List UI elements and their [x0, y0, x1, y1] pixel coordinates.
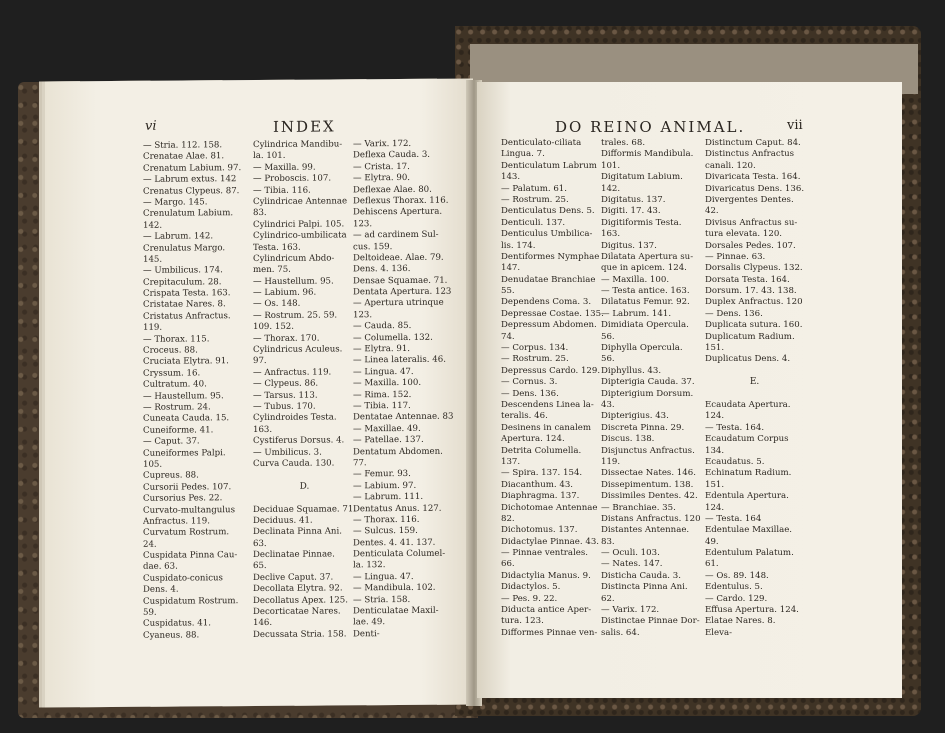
index-entry: — Maxilla. 100.	[601, 274, 670, 285]
index-entry: Dentatae Antennae. 83	[353, 412, 454, 423]
index-entry: Diphyllus. 43.	[601, 365, 662, 376]
index-entry: Dipterigium Dorsum.	[601, 388, 694, 399]
index-entry: Denticulatus Dens. 5.	[501, 206, 595, 217]
index-entry: — Tarsus. 113.	[253, 390, 318, 401]
index-entry: — Haustellum. 95.	[143, 390, 224, 402]
index-entry: — Testa. 164	[705, 513, 762, 524]
index-entry: — Rostrum. 25. 59.	[253, 310, 338, 321]
index-entry: cus. 159.	[353, 241, 393, 252]
index-entry: Dorsum. 17. 43. 138.	[705, 286, 797, 297]
index-entry: Cuneiformes Palpi.	[143, 447, 226, 459]
index-entry: 151.	[705, 479, 725, 490]
index-entry: 65.	[253, 561, 267, 572]
index-entry: Dilatatus Femur. 92.	[601, 297, 690, 308]
index-entry: Echinatum Radium.	[705, 468, 792, 479]
index-entry: Dentes. 4. 41. 137.	[353, 537, 436, 549]
index-entry: Elatae Nares. 8.	[705, 616, 776, 627]
index-entry: — Crista. 17.	[353, 161, 410, 173]
index-entry: Decussata Stria. 158.	[253, 629, 347, 640]
index-entry: Depressum Abdomen.	[501, 320, 597, 331]
index-entry: Duplex Anfractus. 120	[705, 297, 803, 308]
index-entry: Cuneata Cauda. 15.	[143, 413, 230, 425]
index-entry: — Maxilla. 99.	[253, 162, 316, 173]
index-entry	[705, 366, 804, 377]
index-entry: — Elytra. 91.	[353, 343, 411, 355]
index-entry: 109. 152.	[253, 322, 295, 333]
index-entry: — Umbilicus. 3.	[253, 447, 322, 458]
index-entry: teralis. 46.	[501, 411, 548, 422]
index-entry: — Testa. 164.	[705, 422, 765, 433]
index-entry: 137.	[501, 456, 521, 467]
index-entry: Detrita Columella.	[501, 445, 582, 456]
index-entry: Distantes Antennae.	[601, 525, 690, 536]
index-entry: — Pes. 9. 22.	[501, 593, 558, 604]
index-entry: Dependens Coma. 3.	[501, 297, 592, 308]
index-entry: Edentula Apertura.	[705, 491, 789, 502]
index-entry: — Lingua. 47.	[353, 571, 414, 583]
index-entry: Dentatum Abdomen.	[353, 446, 443, 457]
index-entry: Testa. 163.	[253, 242, 301, 253]
index-entry: Cruciata Elytra. 91.	[143, 356, 229, 368]
index-entry: Deciduae Squamae. 71.	[253, 503, 357, 515]
index-entry: 42.	[705, 206, 719, 217]
index-entry: — Dens. 136.	[501, 388, 559, 399]
index-entry: canali. 120.	[705, 160, 756, 171]
index-entry: Densae Squamae. 71.	[353, 275, 448, 287]
index-entry: Denudatae Branchiae	[501, 274, 596, 285]
index-entry: Denticuli. 137.	[501, 217, 566, 228]
index-entry: — Clypeus. 86.	[253, 378, 319, 390]
index-entry: Crenatus Clypeus. 87.	[143, 185, 240, 197]
section-letter: D.	[299, 481, 310, 492]
index-entry: Disticha Cauda. 3.	[601, 570, 681, 581]
index-entry: Diaphragma. 137.	[501, 491, 580, 502]
index-entry: 56.	[601, 354, 615, 365]
index-entry: Dimidiata Opercula.	[601, 320, 689, 331]
index-entry: Distincta Pinna Ani.	[601, 582, 688, 593]
index-entry: Didactylae Pinnae. 43.	[501, 536, 600, 547]
left-column-2	[253, 139, 356, 641]
right-page-header: DO REINO ANIMAL.	[555, 118, 746, 136]
index-entry: — Apertura utrinque	[353, 298, 444, 309]
index-entry: 56.	[601, 331, 615, 342]
index-entry: Declinata Pinna Ani.	[253, 526, 342, 538]
index-entry: Divaricata Testa. 164.	[705, 172, 801, 183]
index-entry: Didactylia Manus. 9.	[501, 570, 591, 581]
index-entry: 119.	[143, 322, 163, 334]
index-entry: Denticulata Columel-	[353, 548, 446, 560]
left-page-header: INDEX	[273, 117, 336, 136]
index-entry: 43.	[601, 399, 615, 410]
index-entry: Discus. 138.	[601, 434, 655, 445]
index-entry: Eleva-	[705, 627, 732, 638]
index-entry: 119.	[601, 456, 621, 467]
index-entry: — ad cardinem Sul-	[353, 229, 439, 241]
index-entry: — Lingua. 47.	[353, 366, 414, 378]
index-entry: — Branchiae. 35.	[601, 502, 676, 513]
index-entry: — Dens. 136.	[705, 308, 763, 319]
index-entry: Crenulatus Margo.	[143, 242, 226, 254]
index-entry: tura. 123.	[501, 616, 544, 627]
index-entry: Divergentes Dentes.	[705, 194, 794, 205]
index-entry: — Cauda. 85.	[353, 321, 412, 332]
index-entry: lae. 49.	[353, 617, 386, 628]
index-entry: 123.	[353, 310, 373, 321]
index-entry: Difformis Mandibula.	[601, 149, 694, 160]
index-entry: Dehiscens Apertura.	[353, 207, 443, 218]
index-entry: Declive Caput. 37.	[253, 572, 334, 583]
index-entry: Dorsata Testa. 164.	[705, 274, 790, 285]
index-entry: 49.	[705, 536, 719, 547]
index-entry: Dipterigia Cauda. 37.	[601, 377, 695, 388]
index-entry: Deflexae Alae. 80.	[353, 184, 432, 195]
index-entry: Decollata Elytra. 92.	[253, 583, 343, 595]
index-entry: — Tubus. 170.	[253, 401, 316, 413]
index-entry: 142.	[601, 183, 621, 194]
index-entry: Digitatus. 137.	[601, 194, 666, 205]
index-entry: Distinctus Anfractus	[705, 149, 795, 160]
index-entry: Distinctae Pinnae Dor-	[601, 616, 700, 627]
index-entry: — Varix. 172.	[353, 138, 412, 150]
index-entry: tura elevata. 120.	[705, 229, 783, 240]
index-entry: Denti-	[353, 628, 380, 640]
index-entry: — Proboscis. 107.	[253, 173, 332, 185]
index-entry: Cuspidatum Rostrum.	[143, 595, 239, 607]
index-entry: Dichotomae Antennae	[501, 502, 598, 513]
index-entry: Diacanthum. 43.	[501, 479, 574, 490]
index-entry: Cystiferus Dorsus. 4.	[253, 435, 345, 447]
index-entry: 145.	[143, 254, 163, 265]
index-entry: — Os. 148.	[253, 299, 301, 310]
index-entry: — Spira. 137. 154.	[501, 468, 583, 479]
index-entry: Dipterigius. 43.	[601, 411, 669, 422]
index-entry: — Maxillae. 49.	[353, 423, 421, 435]
index-entry: Curva Cauda. 130.	[253, 458, 335, 469]
index-entry: Digitus. 137.	[601, 240, 657, 251]
index-entry: men. 75.	[253, 265, 291, 276]
index-entry: lis. 174.	[501, 240, 536, 251]
index-entry: Dorsales Pedes. 107.	[705, 240, 796, 251]
index-entry: trales. 68.	[601, 138, 646, 148]
index-entry: Diducta antice Aper-	[501, 605, 592, 616]
index-entry: Cristatus Anfractus.	[143, 311, 231, 322]
index-entry: Crispata Testa. 163.	[143, 288, 231, 299]
index-entry: — Maxilla. 100.	[353, 378, 422, 389]
index-entry: 24.	[143, 539, 157, 550]
index-entry: — Stria. 158.	[353, 594, 411, 605]
index-entry	[253, 470, 356, 482]
index-entry: Effusa Apertura. 124.	[705, 605, 799, 616]
index-entry: salis. 64.	[601, 627, 640, 638]
index-entry: Dilatata Apertura su-	[601, 251, 694, 262]
index-entry: Dens. 4. 136.	[353, 264, 411, 275]
index-entry: — Palatum. 61.	[501, 183, 567, 194]
index-entry: — Margo. 145.	[143, 197, 208, 208]
left-column-3	[353, 139, 453, 641]
index-entry: — Labrum extus. 142	[143, 174, 237, 185]
index-entry: Cursorii Pedes. 107.	[143, 481, 232, 493]
index-entry: 143.	[501, 172, 521, 183]
index-entry: Disjunctus Anfractus.	[601, 445, 695, 456]
index-entry	[253, 492, 356, 504]
index-entry: — Linea lateralis. 46.	[353, 355, 446, 366]
index-entry: 146.	[253, 618, 273, 629]
index-entry: Cylindricae Antennae	[253, 196, 348, 207]
index-entry: Dissimiles Dentes. 42.	[601, 491, 698, 502]
right-column-2	[601, 138, 701, 639]
index-entry: 82.	[501, 513, 515, 524]
index-entry: Edentulae Maxillae.	[705, 525, 793, 536]
index-entry: Croceus. 88.	[143, 345, 198, 356]
index-entry: Cylindroides Testa.	[253, 412, 337, 424]
index-entry: Duplicata sutura. 160.	[705, 320, 803, 331]
right-column-3	[705, 138, 804, 639]
index-entry: Depressae Costae. 135.	[501, 308, 604, 319]
index-entry: Cuspidatus. 41.	[143, 618, 211, 630]
index-entry: — Labrum. 141.	[601, 308, 672, 319]
index-entry: Dissectae Nates. 146.	[601, 468, 696, 479]
index-entry: — Haustellum. 95.	[253, 276, 334, 287]
index-entry: 147.	[501, 263, 521, 274]
index-entry: Ecaudata Apertura.	[705, 399, 791, 410]
index-entry: — Thorax. 116.	[353, 514, 420, 526]
index-entry: Decollatus Apex. 125.	[253, 595, 348, 606]
index-entry: Deciduus. 41.	[253, 515, 313, 526]
index-entry: 61.	[705, 559, 719, 570]
index-entry: Cylindrica Mandibu-	[253, 139, 343, 151]
index-entry: — Testa antice. 163.	[601, 286, 690, 297]
index-entry: — Rima. 152.	[353, 389, 412, 400]
index-entry: 142.	[143, 220, 163, 231]
index-entry: 124.	[705, 502, 725, 513]
index-entry: Deltoideae. Alae. 79.	[353, 252, 444, 264]
index-entry: Desinens in canalem	[501, 422, 592, 433]
index-entry: Denticulatum Labrum	[501, 160, 597, 171]
index-entry: Denticulus Umbilica-	[501, 229, 593, 240]
index-entry: — Anfractus. 119.	[253, 367, 332, 378]
index-entry: 83.	[601, 536, 615, 547]
index-entry: Cylindrici Palpi. 105.	[253, 219, 345, 230]
index-entry: — Umbilicus. 174.	[143, 265, 223, 277]
index-entry: — Mandibula. 102.	[353, 583, 436, 594]
index-entry: Crepitaculum. 28.	[143, 276, 222, 288]
index-entry: Edentulum Palatum.	[705, 548, 794, 559]
index-entry: Distinctum Caput. 84.	[705, 138, 801, 148]
index-entry: Divaricatus Dens. 136.	[705, 183, 805, 194]
index-entry: — Pinnae. 63.	[705, 251, 766, 262]
index-entry: Apertura. 124.	[501, 434, 565, 445]
index-entry: que in apicem. 124.	[601, 263, 687, 274]
index-entry: — Sulcus. 159.	[353, 526, 418, 537]
index-entry: Curvatum Rostrum.	[143, 527, 230, 539]
right-page-number: vii	[787, 118, 803, 133]
index-entry: Distans Anfractus. 120	[601, 513, 701, 524]
index-entry: — Labrum. 111.	[353, 491, 424, 503]
index-entry: Difformes Pinnae ven-	[501, 627, 598, 638]
index-entry: Cryssum. 16.	[143, 368, 201, 379]
index-entry: Discreta Pinna. 29.	[601, 422, 685, 433]
index-entry: Dorsalis Clypeus. 132.	[705, 263, 803, 274]
index-entry: — Rostrum. 25.	[501, 354, 569, 365]
index-entry: — Rostrum. 24.	[143, 402, 211, 413]
index-entry: — Femur. 93.	[353, 469, 411, 480]
index-entry: 63.	[253, 538, 267, 549]
index-entry: Cupreus. 88.	[143, 470, 199, 482]
index-entry: Ecaudatum Corpus	[705, 434, 789, 445]
index-entry: 163.	[253, 424, 273, 435]
index-entry: 74.	[501, 331, 515, 342]
index-entry: dae. 63.	[143, 562, 178, 573]
index-entry: — Cornus. 3.	[501, 377, 558, 388]
index-entry: Cultratum. 40.	[143, 379, 207, 391]
index-entry: Duplicatus Dens. 4.	[705, 354, 791, 365]
index-entry: Cuspidato-conicus	[143, 573, 223, 584]
index-entry: — Columella. 132.	[353, 332, 433, 343]
index-entry: Edentulus. 5.	[705, 582, 763, 593]
index-entry: Diphylla Opercula.	[601, 343, 683, 354]
index-entry: — Elytra. 90.	[353, 173, 411, 184]
index-entry: — Stria. 112. 158.	[143, 140, 223, 151]
index-entry: 123.	[353, 218, 373, 230]
index-entry: Ecaudatus. 5.	[705, 456, 765, 467]
index-entry: Cylindricus Aculeus.	[253, 344, 343, 356]
right-column-1	[501, 138, 604, 639]
index-entry: Dens. 4.	[143, 584, 179, 596]
index-entry: la. 101.	[253, 151, 286, 162]
index-entry: — Tibia. 117.	[353, 400, 411, 412]
index-entry: 55.	[501, 286, 515, 297]
index-entry: 59.	[143, 607, 157, 618]
index-entry: Cuspidata Pinna Cau-	[143, 550, 238, 561]
index-entry: Divisus Anfractus su-	[705, 217, 798, 228]
index-entry: Digitatum Labium.	[601, 172, 683, 183]
index-entry: Cylindrico-umbilicata	[253, 230, 347, 242]
index-entry: — Thorax. 170.	[253, 333, 320, 344]
index-entry: Dentata Apertura. 123	[353, 286, 452, 298]
index-entry: Cuneiforme. 41.	[143, 425, 214, 436]
index-entry: la. 132.	[353, 560, 386, 571]
index-entry: — Labium. 96.	[253, 287, 317, 299]
index-entry: Dichotomus. 137.	[501, 525, 578, 536]
index-entry: Declinatae Pinnae.	[253, 549, 335, 561]
index-entry: — Cardo. 129.	[705, 593, 768, 604]
index-entry: Deflexa Cauda. 3.	[353, 150, 431, 161]
index-entry: 83.	[253, 208, 267, 219]
index-entry: Digiti. 17. 43.	[601, 206, 661, 217]
index-entry: Cristatae Nares. 8.	[143, 299, 226, 311]
index-entry: Lingua. 7.	[501, 149, 545, 160]
index-entry: — Labrum. 142.	[143, 231, 214, 242]
index-entry: Crenatae Alae. 81.	[143, 151, 225, 163]
index-entry: Dentiformes Nymphae	[501, 251, 600, 262]
index-entry: — Rostrum. 25.	[501, 194, 569, 205]
right-page	[477, 82, 902, 698]
index-entry: — Pinnae ventrales.	[501, 548, 589, 559]
index-entry: Didactylos. 5.	[501, 582, 561, 593]
index-entry: — Oculi. 103.	[601, 548, 660, 559]
index-entry: — Thorax. 115.	[143, 333, 210, 345]
index-entry: Deflexus Thorax. 116.	[353, 195, 449, 207]
index-entry: — Varix. 172.	[601, 605, 660, 616]
index-entry: — Corpus. 134.	[501, 343, 569, 354]
left-page-number: vi	[145, 118, 157, 134]
index-entry: Digitiformis Testa.	[601, 217, 682, 228]
index-entry: Dentatus Anus. 127.	[353, 503, 442, 514]
index-entry: Curvato-multangulus	[143, 504, 236, 516]
index-entry: 97.	[253, 356, 267, 367]
index-entry: — Tibia. 116.	[253, 185, 311, 196]
index-entry: Descendens Linea la-	[501, 399, 594, 410]
index-entry: — Labium. 97.	[353, 480, 417, 492]
index-entry: Decorticatae Nares.	[253, 606, 341, 618]
index-entry: Cylindricum Abdo-	[253, 253, 335, 264]
index-entry: — Caput. 37.	[143, 436, 200, 447]
index-entry: Cyaneus. 88.	[143, 630, 200, 641]
index-entry: 77.	[353, 458, 367, 469]
index-entry: Duplicatum Radium.	[705, 331, 795, 342]
index-entry: Crenulatum Labium.	[143, 208, 234, 220]
left-page	[45, 79, 473, 708]
index-entry: Cursorius Pes. 22.	[143, 493, 223, 504]
index-entry: 134.	[705, 445, 725, 456]
index-entry: 62.	[601, 593, 615, 604]
index-entry: — Patellae. 137.	[353, 435, 424, 446]
index-entry: 101.	[601, 160, 621, 171]
section-letter: E.	[749, 377, 760, 388]
index-entry: — Os. 89. 148.	[705, 570, 769, 581]
index-entry: Dissepimentum. 138.	[601, 479, 694, 490]
index-entry: Denticulatae Maxil-	[353, 605, 439, 617]
index-entry: Anfractus. 119.	[143, 516, 210, 527]
index-entry: 124.	[705, 411, 725, 422]
index-entry: 66.	[501, 559, 515, 570]
index-entry: Denticulato-ciliata	[501, 138, 582, 148]
index-entry: 151.	[705, 343, 725, 354]
index-entry: Crenatum Labium. 97.	[143, 162, 242, 174]
index-entry: — Nates. 147.	[601, 559, 663, 570]
index-entry	[705, 389, 804, 400]
left-column-1	[143, 140, 241, 642]
index-entry: 163.	[601, 229, 621, 240]
index-entry: 105.	[143, 459, 163, 470]
index-entry: Depressus Cardo. 129.	[501, 365, 601, 376]
